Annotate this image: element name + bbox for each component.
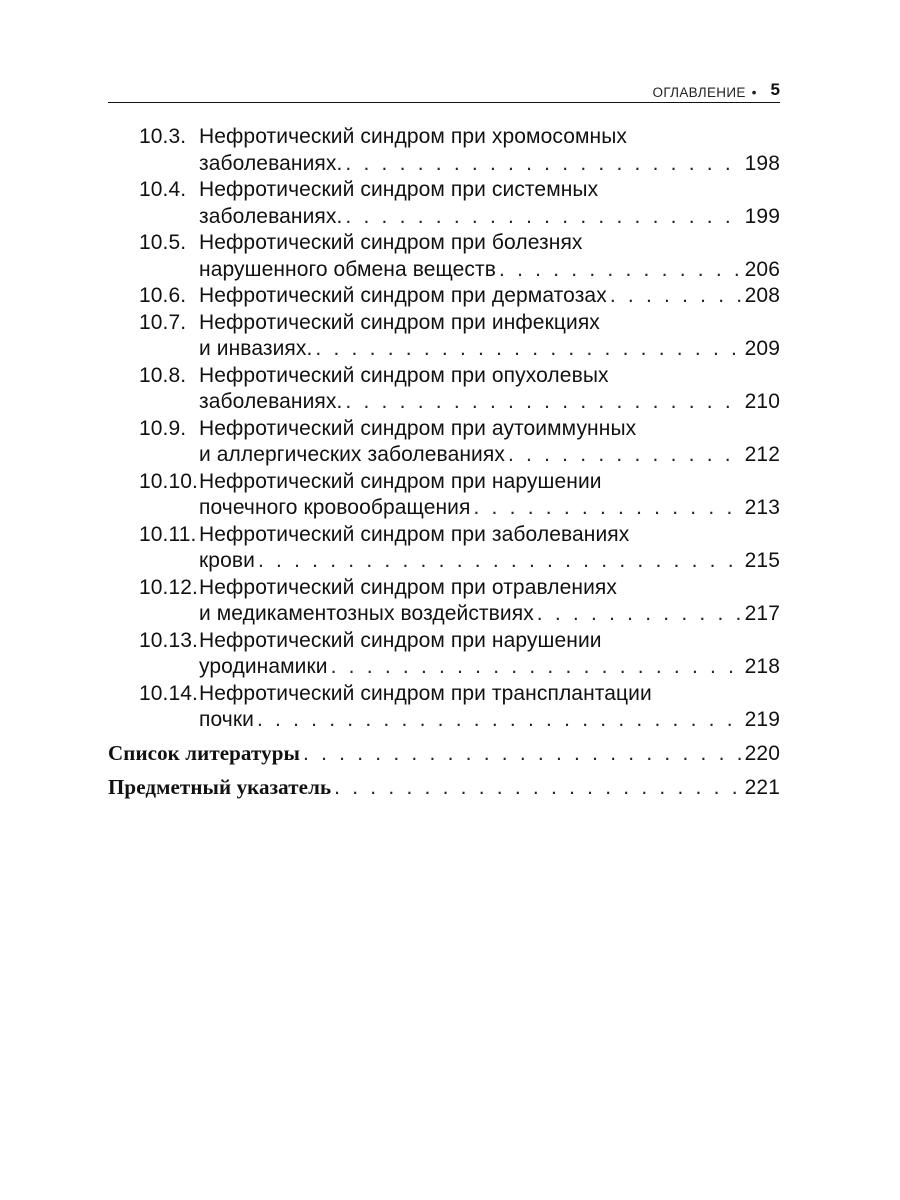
running-head-title: ОГЛАВЛЕНИЕ	[652, 85, 746, 100]
toc-entry-page: 206	[744, 257, 780, 281]
running-head	[108, 78, 780, 100]
leader-dots	[303, 741, 742, 767]
toc-entry[interactable]	[108, 177, 780, 230]
toc-entry-title: Нефротический синдром при опухолевых	[199, 363, 609, 387]
toc-main-entry-index[interactable]	[108, 774, 780, 801]
leader-dots	[610, 283, 742, 310]
toc-entry[interactable]	[108, 283, 780, 310]
toc-entry-number: 10.14.	[139, 681, 198, 705]
leader-dots	[537, 601, 742, 628]
toc-entry[interactable]	[108, 469, 780, 522]
leader-dots	[334, 775, 741, 801]
toc-entry-page: 217	[744, 602, 780, 625]
toc-entry-title-cont: заболеваниях.	[199, 204, 343, 228]
toc-entry-title: Нефротический синдром при нарушении	[199, 469, 602, 493]
toc-entry-page: 199	[744, 204, 780, 228]
leader-dots	[315, 336, 741, 363]
toc-entry-title-cont: уродинамики	[199, 655, 328, 678]
leader-dots	[258, 548, 742, 575]
leader-dots	[345, 151, 741, 178]
toc-entry-title-cont: заболеваниях.	[199, 390, 343, 413]
toc-entry-title: Нефротический синдром при трансплантации	[199, 681, 652, 705]
toc-entry-number: 10.5.	[139, 231, 187, 254]
toc-entry[interactable]	[108, 230, 780, 283]
leader-dots	[499, 257, 742, 284]
toc-main-entry-page: 221	[744, 775, 780, 799]
toc-entry-page: 219	[744, 708, 780, 731]
toc-main-entry-bibliography[interactable]	[108, 740, 780, 767]
toc-entry-title-cont: крови	[199, 549, 255, 572]
toc-entry-page: 218	[744, 655, 780, 678]
toc-entry-page: 215	[744, 549, 780, 572]
toc-entry-number: 10.3.	[139, 125, 187, 148]
toc-entry[interactable]	[108, 416, 780, 469]
toc-entry-title: Нефротический синдром при системных	[199, 178, 599, 201]
toc-entry-title: Нефротический синдром при аутоиммунных	[199, 416, 637, 440]
toc-entry-title: Нефротический синдром при отравлениях	[199, 575, 617, 599]
table-of-contents	[108, 124, 780, 801]
leader-dots	[345, 204, 741, 231]
toc-entry-number: 10.8.	[139, 363, 187, 387]
toc-entry-page: 212	[744, 443, 780, 466]
toc-entry[interactable]	[108, 522, 780, 575]
leader-dots	[257, 707, 742, 734]
toc-entry-number: 10.10.	[139, 469, 198, 493]
toc-entry-number: 10.9.	[139, 416, 187, 440]
toc-entry-title: Нефротический синдром при дерматозах	[199, 284, 607, 307]
toc-main-entry-title: Предметный указатель	[108, 774, 332, 799]
toc-entry-page: 208	[744, 284, 780, 307]
toc-entry-title: Нефротический синдром при инфекциях	[199, 310, 600, 334]
toc-entry-number: 10.11.	[139, 522, 197, 546]
toc-entry-number: 10.13.	[139, 628, 198, 652]
toc-entry-number: 10.7.	[139, 310, 187, 334]
toc-entry-title-cont: заболеваниях.	[199, 151, 343, 175]
page-number: 5	[770, 80, 780, 99]
toc-entry-page: 209	[744, 337, 780, 360]
toc-entry[interactable]	[108, 575, 780, 628]
toc-entry-title-cont: почки	[199, 708, 254, 731]
toc-entry-number: 10.6.	[139, 284, 187, 307]
toc-entry[interactable]	[108, 363, 780, 416]
toc-entry-page: 213	[744, 496, 780, 519]
toc-entry-number: 10.4.	[139, 178, 187, 201]
toc-entry-page: 210	[744, 390, 780, 413]
toc-entry-title-cont: почечного кровообращения	[199, 496, 471, 519]
toc-entry[interactable]	[108, 681, 780, 734]
toc-entry-title: Нефротический синдром при нарушении	[199, 628, 602, 652]
toc-entry[interactable]	[108, 124, 780, 177]
toc-entry-title: Нефротический синдром при заболеваниях	[199, 522, 630, 546]
leader-dots	[508, 442, 742, 469]
toc-entry-title: Нефротический синдром при хромосомных	[199, 125, 628, 148]
toc-main-entry-title: Список литературы	[108, 740, 301, 765]
leader-dots	[345, 389, 741, 416]
toc-entry-title-cont: и инвазиях.	[199, 337, 313, 360]
leader-dots	[331, 654, 742, 681]
toc-entry-number: 10.12.	[139, 575, 198, 599]
toc-entry-title: Нефротический синдром при болезнях	[199, 231, 583, 254]
header-rule	[108, 102, 780, 103]
toc-main-entry-page: 220	[744, 741, 780, 765]
toc-entry-title-cont: и медикаментозных воздействиях	[199, 602, 534, 625]
leader-dots	[473, 495, 741, 522]
toc-entry[interactable]	[108, 628, 780, 681]
toc-entry-page: 198	[744, 151, 780, 175]
toc-entry[interactable]	[108, 310, 780, 363]
toc-entry-title-cont: нарушенного обмена веществ	[199, 257, 496, 281]
bullet-icon: •	[751, 84, 757, 100]
toc-entry-title-cont: и аллергических заболеваниях	[199, 443, 505, 466]
